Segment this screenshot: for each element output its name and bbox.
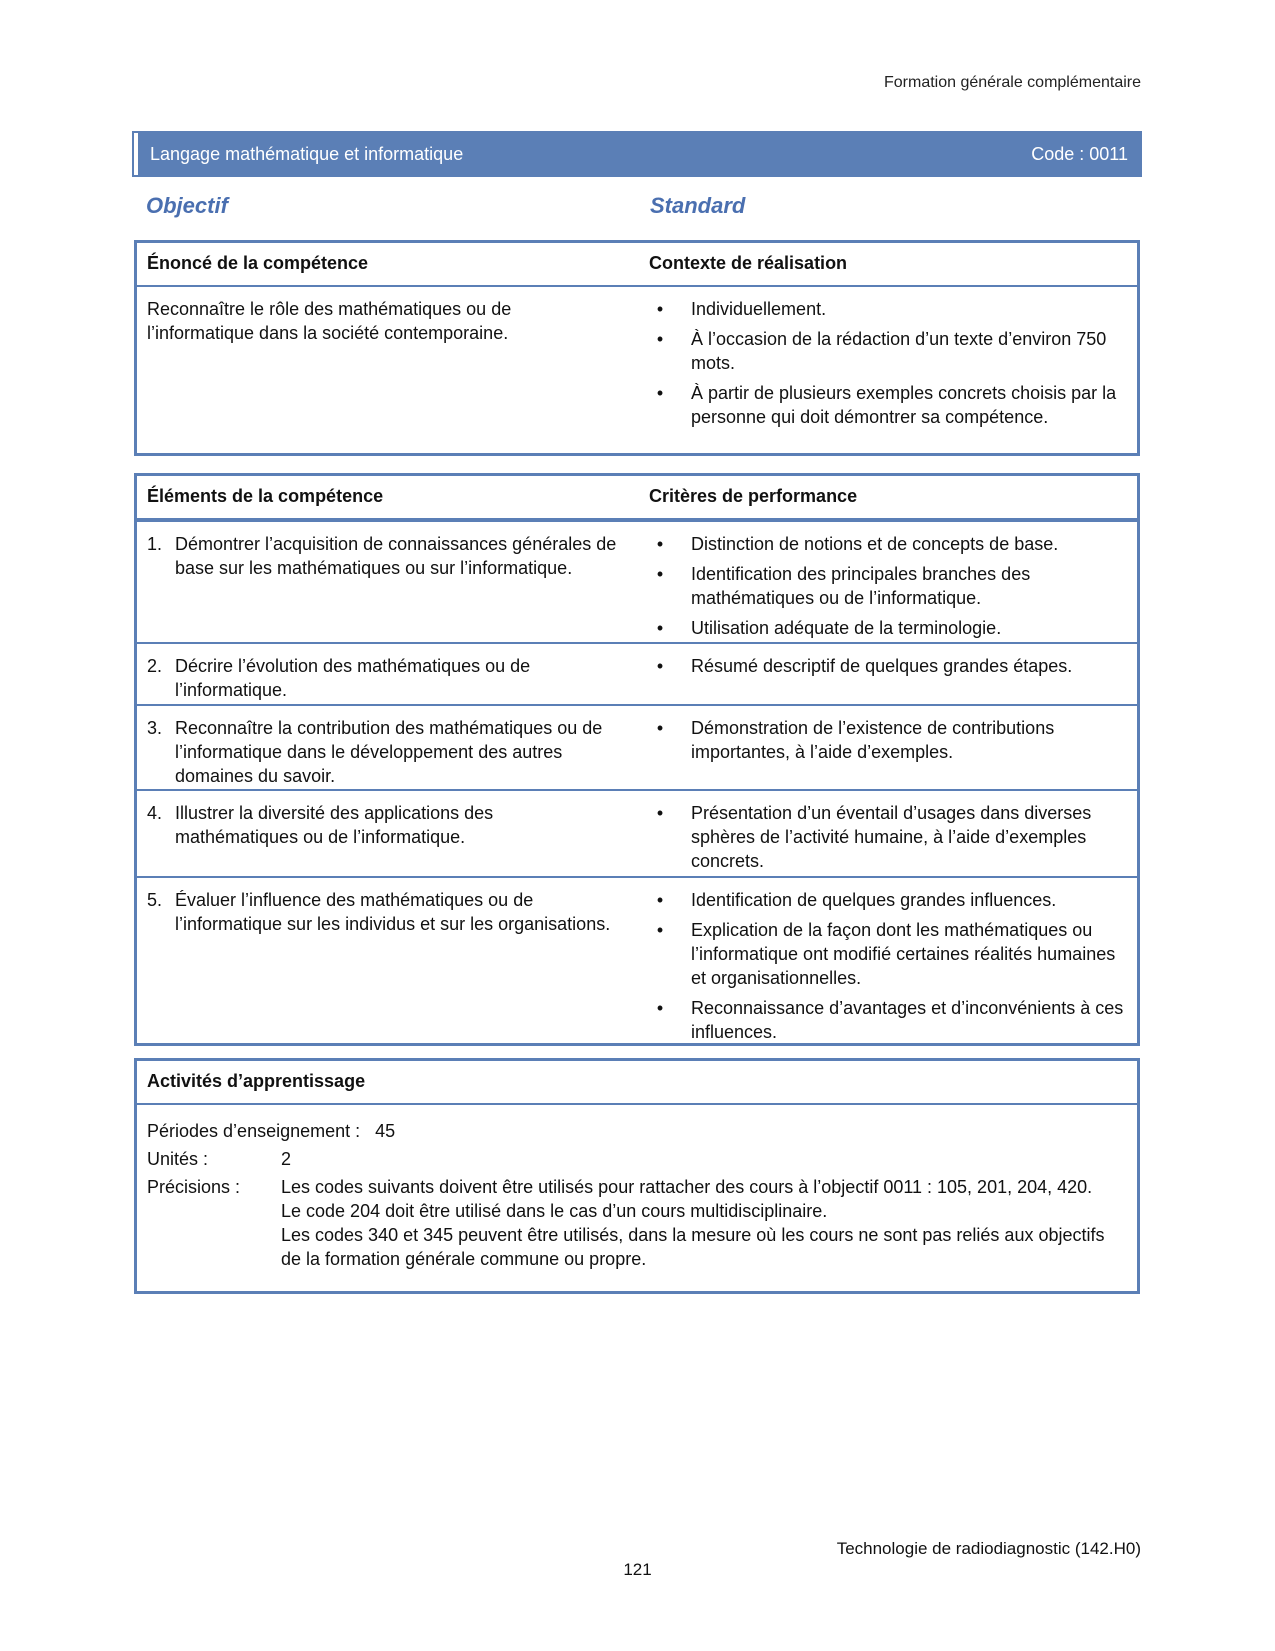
activities-box: [134, 1058, 1140, 1294]
criterion-item: • Résumé descriptif de quelques grandes étapes.: [653, 654, 1131, 678]
competence-statement: Reconnaître le rôle des mathématiques ou de l’informatique dans la société contemporaine.: [147, 299, 512, 343]
bullet-icon: •: [656, 329, 664, 349]
element-row: [137, 704, 1137, 789]
section-labels: [146, 193, 1106, 221]
footer-program: Technologie de radiodiagnostic (142.H0): [836, 1539, 1141, 1558]
criteria-list: [653, 888, 1131, 1050]
criteria-list: [653, 532, 1131, 646]
precisions-list: [281, 1175, 1121, 1271]
bullet-icon: •: [656, 299, 664, 319]
criteria-heading: Critères de performance: [649, 486, 858, 506]
context-item: • À l’occasion de la rédaction d’un texte d’environ 750 mots.: [653, 327, 1131, 375]
element-text: Décrire l’évolution des mathématiques ou de l’informatique.: [175, 656, 531, 700]
criterion-item: • Démonstration de l’existence de contributions importantes, à l’aide d’exemples.: [653, 716, 1131, 764]
criterion-item: • Distinction de notions et de concepts de base.: [653, 532, 1131, 556]
bullet-icon: •: [656, 534, 664, 554]
page-number: 121: [623, 1560, 652, 1579]
competence-box: [134, 240, 1140, 456]
competence-statement-heading: Énoncé de la compétence: [147, 253, 369, 273]
objective-code: Code : 0011: [1031, 143, 1128, 164]
elements-box: [134, 473, 1140, 1046]
objective-title: Langage mathématique et informatique: [150, 143, 464, 164]
criterion-item: • Reconnaissance d’avantages et d’inconvénients à ces influences.: [653, 996, 1131, 1044]
bullet-icon: •: [656, 718, 664, 738]
bullet-icon: •: [656, 656, 664, 676]
units-value: 2: [281, 1149, 292, 1169]
criteria-list: [653, 654, 1131, 684]
precision-item: Les codes suivants doivent être utilisés pour rattacher des cours à l’objectif 0011 : 105, 201, 204, 420.: [281, 1177, 1093, 1197]
element-number: 1.: [147, 534, 163, 554]
bullet-icon: •: [656, 564, 664, 584]
element-number: 4.: [147, 803, 163, 823]
precision-item: Les codes 340 et 345 peuvent être utilisés, dans la mesure où les cours ne sont pas reliés aux objectifs de la formation générale commune ou propre.: [281, 1225, 1105, 1269]
element-row: [137, 642, 1137, 704]
element-row: [137, 789, 1137, 876]
activities-header: [137, 1061, 1137, 1105]
bullet-icon: •: [656, 920, 664, 940]
periods-value: 45: [375, 1121, 396, 1141]
element-row: [137, 520, 1137, 642]
precision-item: Le code 204 doit être utilisé dans le cas d’un cours multidisciplinaire.: [281, 1201, 828, 1221]
element-number: 2.: [147, 656, 163, 676]
context-item: • À partir de plusieurs exemples concrets choisis par la personne qui doit démontrer sa compétence.: [653, 381, 1131, 429]
bullet-icon: •: [656, 890, 664, 910]
criteria-list: [653, 716, 1131, 770]
elements-heading: Éléments de la compétence: [147, 486, 384, 506]
bullet-icon: •: [656, 803, 664, 823]
bullet-icon: •: [656, 618, 664, 638]
competence-header: [137, 243, 1137, 287]
element-text: Illustrer la diversité des applications des mathématiques ou de l’informatique.: [175, 803, 494, 847]
element-text: Démontrer l’acquisition de connaissances générales de base sur les mathématiques ou sur l’informatique.: [175, 534, 617, 578]
context-item: • Individuellement.: [653, 297, 1131, 321]
element-text: Reconnaître la contribution des mathématiques ou de l’informatique dans le développement des autres domaines du savoir.: [175, 718, 603, 786]
element-text: Évaluer l’influence des mathématiques ou de l’informatique sur les individus et sur les organisations.: [175, 890, 611, 934]
element-number: 3.: [147, 718, 163, 738]
criterion-item: • Utilisation adéquate de la terminologie.: [653, 616, 1131, 640]
units-label: Unités :: [147, 1149, 209, 1169]
bullet-icon: •: [656, 383, 664, 403]
element-row: [137, 876, 1137, 1050]
context-list: [653, 297, 1131, 435]
objective-title-bar: [134, 133, 1140, 175]
objectif-label: Objectif: [146, 193, 228, 218]
running-header: Formation générale complémentaire: [883, 74, 1141, 91]
periods-line: [147, 1119, 395, 1143]
periods-label: Périodes d’enseignement :: [147, 1121, 361, 1141]
activities-heading: Activités d’apprentissage: [147, 1071, 366, 1091]
bullet-icon: •: [656, 998, 664, 1018]
precisions-label: Précisions :: [147, 1177, 241, 1197]
elements-header: [137, 476, 1137, 520]
element-number: 5.: [147, 890, 163, 910]
criteria-list: [653, 801, 1131, 879]
context-heading: Contexte de réalisation: [649, 253, 848, 273]
standard-label: Standard: [650, 193, 746, 218]
criterion-item: • Identification de quelques grandes influences.: [653, 888, 1131, 912]
criterion-item: • Explication de la façon dont les mathématiques ou l’informatique ont modifié certaines réalités humaines et organisationnelles.: [653, 918, 1131, 990]
criterion-item: • Identification des principales branches des mathématiques ou de l’informatique.: [653, 562, 1131, 610]
criterion-item: • Présentation d’un éventail d’usages dans diverses sphères de l’activité humaine, à l’aide d’exemples concrets.: [653, 801, 1131, 873]
